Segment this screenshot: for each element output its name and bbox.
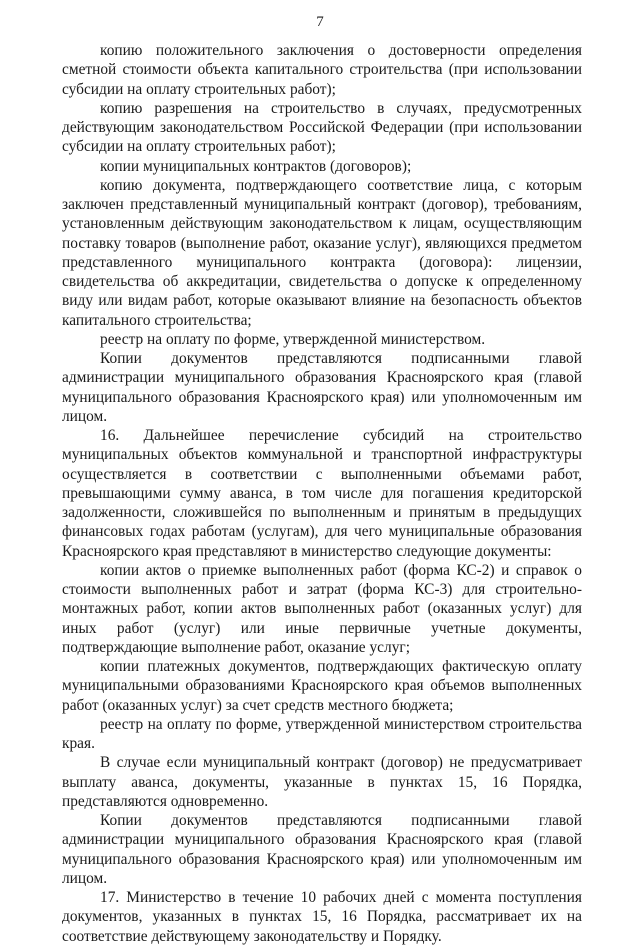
paragraph-contracts-copy: копии муниципальных контрактов (договоров); — [100, 157, 412, 175]
paragraph-signed-copies-2: Копии документов представляются подписанными главой администрации муниципального образования Красноярского края (главой муниципального образования Красноярского края) или уполномоченным им лицом. — [62, 812, 582, 887]
paragraph-payment-register: реестр на оплату по форме, утвержденной министерством. — [100, 330, 486, 348]
paragraph-section-16: 16. Дальнейшее перечисление субсидий на строительство муниципальных объектов коммунальной и транспортной инфраструктуры осуществляется в соответствии с выполненными объемами работ, превышающими сумму аванса, в том числе для погашения кредиторской задолженности, сложившейся по выполненным и принятым в предыдущих финансовых годах работам (услугам), для чего муниципальные образования Красноярского края представляют в министерство следующие документы: — [62, 427, 582, 560]
paragraph-conclusion-copy: копию положительного заключения о достоверности определения сметной стоимости объекта капитального строительства (при использовании субсидии на оплату строительных работ); — [62, 42, 582, 98]
paragraph-permit-copy: копию разрешения на строительство в случаях, предусмотренных действующим законодательством Российской Федерации (при использовании субсидии на оплату строительных работ); — [62, 99, 582, 156]
document-body — [62, 41, 582, 946]
paragraph-acts-copies: копии актов о приемке выполненных работ (форма КС-2) и справок о стоимости выполненных работ и затрат (форма КС-3) для строительно-монтажных работ, копии актов выполненных работ (оказанных услуг) для иных работ (услуг) или иные первичные учетные документы, подтверждающие выполнение работ, оказание услуг; — [62, 561, 582, 656]
paragraph-no-advance: В случае если муниципальный контракт (договор) не предусматривает выплату аванса, документы, указанные в пунктах 15, 16 Порядка, представляются одновременно. — [62, 754, 582, 810]
paragraph-signed-copies: Копии документов представляются подписанными главой администрации муниципального образования Красноярского края (главой муниципального образования Красноярского края) или уполномоченным им лицом. — [62, 350, 582, 425]
paragraph-section-17: 17. Министерство в течение 10 рабочих дней с момента поступления документов, указанных в пунктах 15, 16 Порядка, рассматривает их на соответствие действующему законодательству и Порядку. — [62, 889, 582, 945]
page-number: 7 — [316, 14, 324, 30]
paragraph-payment-documents: копии платежных документов, подтверждающих фактическую оплату муниципальными образованиями Красноярского края объемов выполненных работ (оказанных услуг) за счет средств местного бюджета; — [62, 658, 582, 714]
paragraph-compliance-document: копию документа, подтверждающего соответствие лица, с которым заключен представленный муниципальный контракт (договор), требованиям, установленным действующим законодательством к лицам, осуществляющим поставку товаров (выполнение работ, оказание услуг), являющихся предметом представленного муниципального контракта (договора): лицензии, свидетельства об аккредитации, свидетельства о допуске к определенному виду или видам работ, которые оказывают влияние на безопасность объектов капитального строительства; — [62, 176, 582, 329]
paragraph-construction-register: реестр на оплату по форме, утвержденной министерством строительства края. — [62, 715, 582, 752]
